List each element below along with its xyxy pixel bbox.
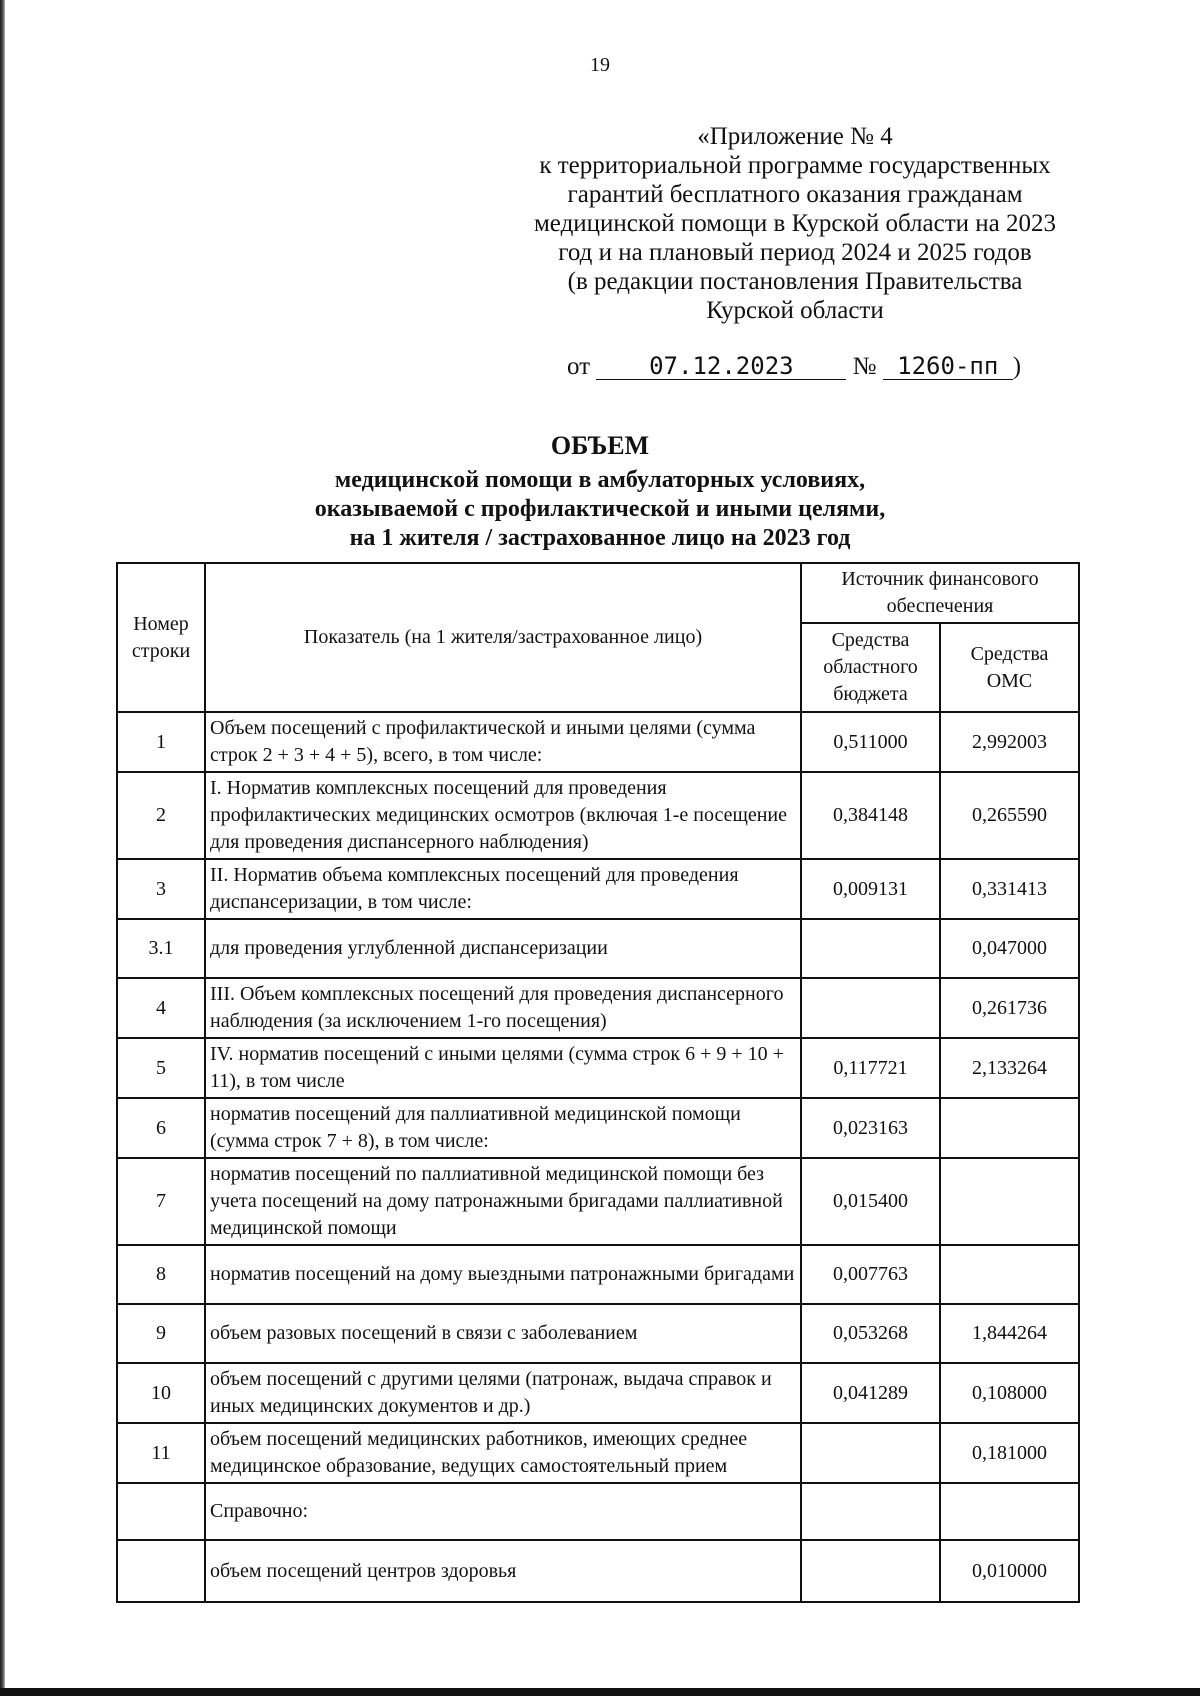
row-budget-value <box>801 919 940 978</box>
date-prefix: от <box>567 353 591 380</box>
row-oms-value <box>940 1158 1079 1245</box>
table-header-row <box>117 563 1079 623</box>
title-main: ОБЪЕМ <box>550 431 650 460</box>
row-oms-value: 0,261736 <box>940 978 1079 1038</box>
row-budget-value: 0,511000 <box>801 712 940 772</box>
resolution-reference <box>567 353 1027 381</box>
row-number: 7 <box>117 1158 205 1245</box>
row-oms-value: 0,010000 <box>940 1540 1079 1602</box>
row-budget-value <box>801 1423 940 1483</box>
row-oms-value: 0,108000 <box>940 1363 1079 1423</box>
row-indicator: для проведения углубленной диспансеризации <box>205 919 801 978</box>
header-indicator: Показатель (на 1 жителя/застрахованное лицо) <box>205 563 801 712</box>
row-oms-value: 0,181000 <box>940 1423 1079 1483</box>
number-prefix: № <box>852 353 877 380</box>
table-row <box>117 1423 1079 1483</box>
row-budget-value: 0,007763 <box>801 1245 940 1304</box>
row-indicator: II. Норматив объема комплексных посещений для проведения диспансеризации, в том числе: <box>205 859 801 919</box>
row-number: 3 <box>117 859 205 919</box>
row-indicator: объем разовых посещений в связи с заболеванием <box>205 1304 801 1363</box>
title-line: на 1 жителя / застрахованное лицо на 2023 год <box>349 525 851 551</box>
row-number <box>117 1540 205 1602</box>
row-number: 2 <box>117 772 205 859</box>
volume-table <box>116 562 1080 1603</box>
appendix-line: Курской области <box>706 297 884 324</box>
row-indicator: норматив посещений на дому выездными патронажными бригадами <box>205 1245 801 1304</box>
row-oms-value: 0,331413 <box>940 859 1079 919</box>
table-row <box>117 1363 1079 1423</box>
row-oms-value <box>940 1098 1079 1158</box>
row-number: 9 <box>117 1304 205 1363</box>
row-oms-value: 2,992003 <box>940 712 1079 772</box>
row-indicator: III. Объем комплексных посещений для проведения диспансерного наблюдения (за исключением 1-го посещения) <box>205 978 801 1038</box>
row-indicator: норматив посещений для паллиативной медицинской помощи (сумма строк 7 + 8), в том числе: <box>205 1098 801 1158</box>
row-number: 3.1 <box>117 919 205 978</box>
row-budget-value: 0,053268 <box>801 1304 940 1363</box>
header-funding-source: Источник финансового обеспечения <box>801 563 1079 623</box>
appendix-line: «Приложение № 4 <box>697 123 893 150</box>
resolution-date: 07.12.2023 <box>596 353 846 380</box>
title-line: оказываемой с профилактической и иными целями, <box>314 496 886 522</box>
row-oms-value: 0,265590 <box>940 772 1079 859</box>
row-budget-value <box>801 978 940 1038</box>
table-row <box>117 712 1079 772</box>
row-number: 6 <box>117 1098 205 1158</box>
row-number: 8 <box>117 1245 205 1304</box>
row-budget-value: 0,384148 <box>801 772 940 859</box>
row-oms-value: 0,047000 <box>940 919 1079 978</box>
row-budget-value: 0,023163 <box>801 1098 940 1158</box>
header-row-number: Номер строки <box>117 563 205 712</box>
row-number: 4 <box>117 978 205 1038</box>
row-budget-value: 0,015400 <box>801 1158 940 1245</box>
table-row <box>117 1158 1079 1245</box>
row-oms-value <box>940 1245 1079 1304</box>
row-indicator: объем посещений медицинских работников, имеющих среднее медицинское образование, ведущих самостоятельный прием <box>205 1423 801 1483</box>
row-budget-value: 0,041289 <box>801 1363 940 1423</box>
closing-paren: ) <box>1012 353 1022 380</box>
appendix-header <box>505 122 1085 325</box>
row-number: 5 <box>117 1038 205 1098</box>
row-indicator: норматив посещений по паллиативной медицинской помощи без учета посещений на дому патронажными бригадами паллиативной медицинской помощи <box>205 1158 801 1245</box>
row-indicator: Справочно: <box>205 1483 801 1540</box>
scan-edge-left <box>0 0 5 1696</box>
row-number: 11 <box>117 1423 205 1483</box>
row-indicator: I. Норматив комплексных посещений для проведения профилактических медицинских осмотров (включая 1-е посещение для проведения диспансерного наблюдения) <box>205 772 801 859</box>
row-oms-value <box>940 1483 1079 1540</box>
row-indicator: IV. норматив посещений с иными целями (сумма строк 6 + 9 + 10 + 11), в том числе <box>205 1038 801 1098</box>
header-regional-budget: Средства областного бюджета <box>801 623 940 712</box>
table-row <box>117 1304 1079 1363</box>
table-row <box>117 1245 1079 1304</box>
header-oms: Средства ОМС <box>940 623 1079 712</box>
table-row <box>117 772 1079 859</box>
document-title <box>0 430 1200 553</box>
appendix-line: гарантий бесплатного оказания гражданам <box>567 181 1023 208</box>
row-indicator: объем посещений с другими целями (патронаж, выдача справок и иных медицинских документов и др.) <box>205 1363 801 1423</box>
table-row <box>117 978 1079 1038</box>
appendix-line: к территориальной программе государственных <box>539 152 1051 179</box>
row-number: 10 <box>117 1363 205 1423</box>
table-row <box>117 1038 1079 1098</box>
scan-edge-bottom <box>0 1688 1200 1696</box>
table-row <box>117 1098 1079 1158</box>
title-line: медицинской помощи в амбулаторных условиях, <box>334 467 866 493</box>
row-number: 1 <box>117 712 205 772</box>
appendix-line: (в редакции постановления Правительства <box>567 268 1023 295</box>
appendix-line: медицинской помощи в Курской области на 2023 <box>533 210 1057 237</box>
row-indicator: Объем посещений с профилактической и иными целями (сумма строк 2 + 3 + 4 + 5), всего, в том числе: <box>205 712 801 772</box>
row-oms-value: 1,844264 <box>940 1304 1079 1363</box>
row-budget-value <box>801 1540 940 1602</box>
row-budget-value <box>801 1483 940 1540</box>
row-indicator: объем посещений центров здоровья <box>205 1540 801 1602</box>
row-budget-value: 0,117721 <box>801 1038 940 1098</box>
row-oms-value: 2,133264 <box>940 1038 1079 1098</box>
table-row <box>117 919 1079 978</box>
resolution-number: 1260-пп <box>883 353 1013 380</box>
row-budget-value: 0,009131 <box>801 859 940 919</box>
row-number <box>117 1483 205 1540</box>
page-number: 19 <box>590 54 610 76</box>
table-row <box>117 859 1079 919</box>
appendix-line: год и на плановый период 2024 и 2025 годов <box>558 239 1032 266</box>
table-row <box>117 1483 1079 1540</box>
table-row <box>117 1540 1079 1602</box>
